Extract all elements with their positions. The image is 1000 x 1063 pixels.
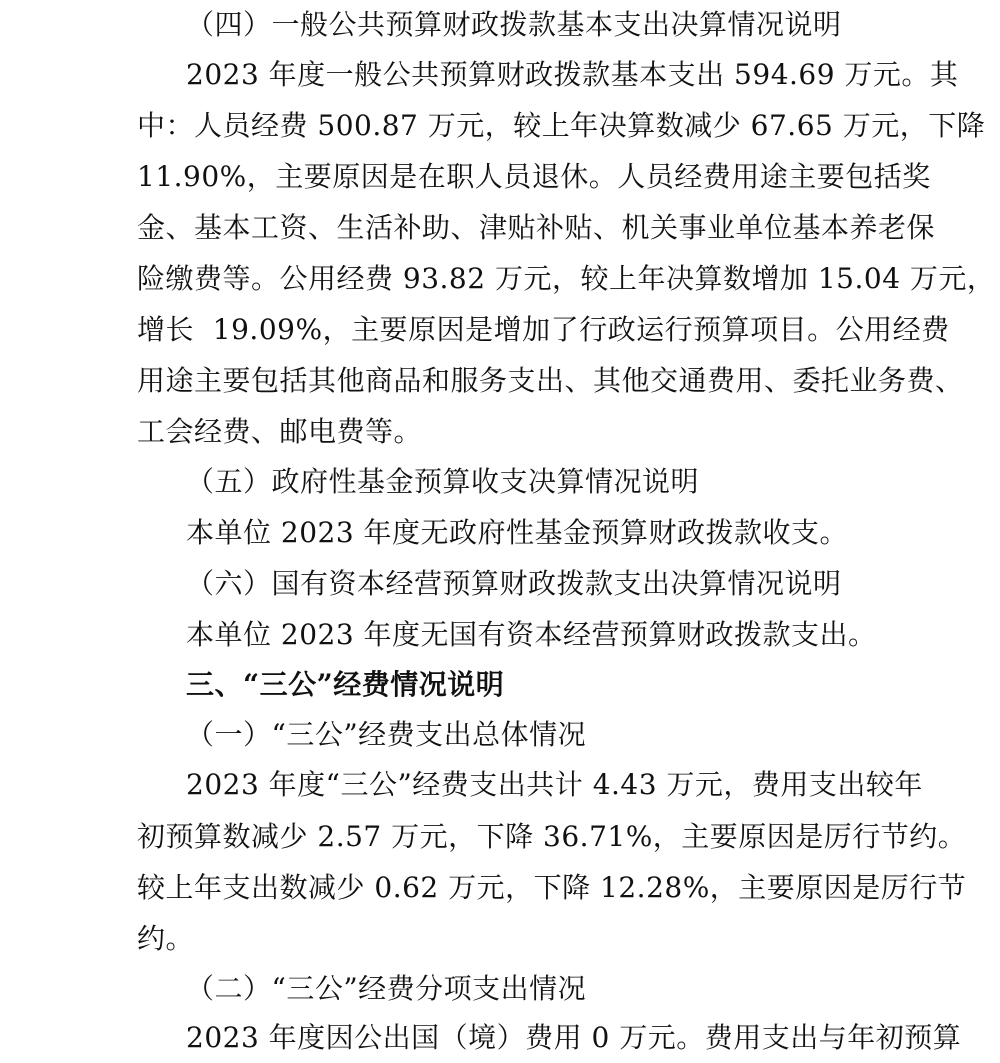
paragraph-line: 增长 19.09%，主要原因是增加了行政运行预算项目。公用经费 (137, 313, 950, 346)
paragraph-line: 工会经费、邮电费等。 (137, 415, 423, 448)
major-section-heading: 三、“三公”经费情况说明 (186, 668, 505, 701)
section-heading-6: （六）国有资本经营预算财政拨款支出决算情况说明 (186, 567, 842, 600)
paragraph-line: 2023 年度因公出国（境）费用 0 万元。费用支出与年初预算 (186, 1021, 962, 1054)
paragraph-line: 险缴费等。公用经费 93.82 万元，较上年决算数增加 15.04 万元， (137, 262, 996, 295)
paragraph-line: 用途主要包括其他商品和服务支出、其他交通费用、委托业务费、 (137, 364, 964, 397)
paragraph-line: 较上年支出数减少 0.62 万元，下降 12.28%，主要原因是厉行节 (137, 871, 967, 904)
paragraph-line: 本单位 2023 年度无国有资本经营预算财政拨款支出。 (186, 618, 877, 651)
paragraph-line: 本单位 2023 年度无政府性基金预算财政拨款收支。 (186, 516, 849, 549)
paragraph-line: 2023 年度“三公”经费支出共计 4.43 万元，费用支出较年 (186, 768, 923, 801)
paragraph-line: 中：人员经费 500.87 万元，较上年决算数减少 67.65 万元，下降 (137, 109, 986, 142)
section-heading-4: （四）一般公共预算财政拨款基本支出决算情况说明 (186, 8, 842, 41)
paragraph-line: 11.90%，主要原因是在职人员退休。人员经费用途主要包括奖 (137, 160, 931, 193)
subsection-heading-2: （二）“三公”经费分项支出情况 (186, 972, 587, 1005)
paragraph-line: 初预算数减少 2.57 万元，下降 36.71%，主要原因是厉行节约。 (137, 820, 967, 853)
subsection-heading-1: （一）“三公”经费支出总体情况 (186, 718, 587, 751)
paragraph-line: 约。 (137, 922, 195, 955)
section-heading-5: （五）政府性基金预算收支决算情况说明 (186, 465, 700, 498)
paragraph-line: 金、基本工资、生活补助、津贴补贴、机关事业单位基本养老保 (137, 211, 936, 244)
paragraph-line: 2023 年度一般公共预算财政拨款基本支出 594.69 万元。其 (186, 58, 959, 91)
